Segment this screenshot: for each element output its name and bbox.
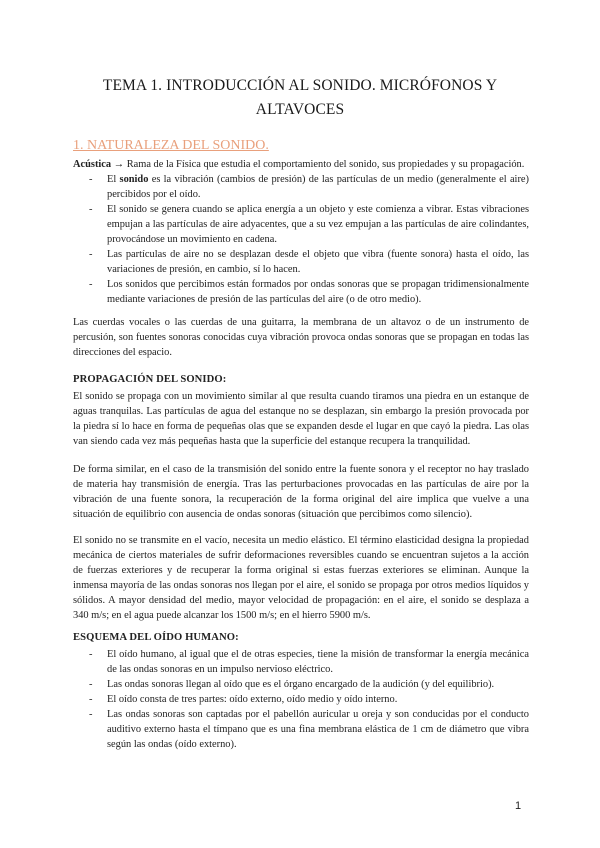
page-number: 1 bbox=[515, 800, 522, 812]
propagacion-paragraph-3: El sonido no se transmite en el vacío, necesita un medio elástico. El término elasticidad designa la propiedad mecánica de ciertos materiales de sufrir deformaciones reversibles cuando se encuentran sujetos a la acción de fuerzas exteriores y de recuperar la forma original si estas fuerzas exteriores se eliminan. Aunque la inmensa mayoría de las ondas sonoras nos llegan por el aire, el sonido se propaga por otros medios líquidos y sólidos. A mayor densidad del medio, mayor velocidad de propagación: en el aire, el sonido se desplaza a 340 m/s; en el agua puede alcanzar los 1500 m/s; en el hierro 5900 m/s. bbox=[73, 535, 529, 621]
list-item: - El sonido es la vibración (cambios de presión) de las partículas de un medio (generalmente el aire) percibidos por el oído. bbox=[89, 174, 529, 200]
oido-list bbox=[73, 647, 529, 752]
bullet-dash: - bbox=[89, 249, 93, 260]
propagacion-p1-block bbox=[73, 389, 529, 449]
cuerdas-paragraph-block bbox=[73, 315, 529, 360]
acustica-text: Rama de la Física que estudia el comportamiento del sonido, sus propiedades y su propagación. bbox=[126, 159, 525, 170]
acustica-definition bbox=[73, 157, 529, 172]
list-item: - El oído humano, al igual que el de otras especies, tiene la misión de transformar la energía mecánica de las ondas sonoras en un impulso nervioso eléctrico. bbox=[89, 649, 529, 675]
list-item: - Los sonidos que percibimos están formados por ondas sonoras que se propagan tridimensionalmente mediante variaciones de presión de las partículas del aire (o de otro medio). bbox=[89, 279, 529, 305]
list-item: - El oído consta de tres partes: oído externo, oído medio y oído interno. bbox=[89, 694, 398, 705]
list-item: - Las partículas de aire no se desplazan desde el objeto que vibra (fuente sonora) hasta el oído, las variaciones de presión, en cambio, sí lo hacen. bbox=[89, 249, 529, 275]
propagacion-paragraph-2: De forma similar, en el caso de la transmisión del sonido entre la fuente sonora y el receptor no hay traslado de materia hay transmisión de energía. Tras las perturbaciones provocadas en las partículas de aire por la vibración de una fuente sonora, la recuperación de la forma original del aire implica que vuelve a una situación de equilibrio con ausencia de ondas sonoras (situación que percibimos como silencio). bbox=[73, 464, 529, 520]
section-heading: 1. NATURALEZA DEL SONIDO. bbox=[73, 138, 269, 153]
page-title: TEMA 1. INTRODUCCIÓN AL SONIDO. MICRÓFONOS Y ALTAVOCES bbox=[102, 77, 498, 118]
list-item: - Las ondas sonoras llegan al oído que es el órgano encargado de la audición (y del equilibrio). bbox=[89, 679, 495, 690]
naturaleza-block bbox=[73, 157, 529, 307]
oido-heading: ESQUEMA DEL OÍDO HUMANO: bbox=[73, 632, 239, 643]
bullet-dash: - bbox=[89, 709, 93, 720]
arrow-icon: → bbox=[113, 159, 125, 170]
list-item: - El sonido se genera cuando se aplica energía a un objeto y este comienza a vibrar. Estas vibraciones empujan a las partículas de aire adyacentes, que a su vez empujan a las partículas de aire colindantes, provocándose un movimiento en cadena. bbox=[89, 204, 529, 245]
bullet-dash: - bbox=[89, 694, 93, 705]
bullet-dash: - bbox=[89, 649, 93, 660]
list-item: - Las ondas sonoras son captadas por el pabellón auricular u oreja y son conducidas por el conducto auditivo externo hasta el tímpano que es una fina membrana elástica de 1 cm de diámetro que vibra según las ondas (oído externo). bbox=[89, 709, 529, 750]
propagacion-heading: PROPAGACIÓN DEL SONIDO: bbox=[73, 374, 227, 385]
acustica-term: Acústica bbox=[73, 159, 112, 170]
propagacion-paragraph-1: El sonido se propaga con un movimiento similar al que resulta cuando tiramos una piedra en un estanque de aguas tranquilas. Las partículas de agua del estanque no se desplazan, sin embargo la presión provocada por la piedra sí lo hace en forma de pequeñas olas que se expanden desde el lugar en que cayó la piedra. Las olas van siendo cada vez más pequeñas hasta que la superficie del estanque recupera la tranquilidad. bbox=[73, 391, 529, 447]
oido-block bbox=[73, 647, 529, 752]
naturaleza-list bbox=[73, 172, 529, 307]
bullet-dash: - bbox=[89, 174, 93, 185]
cuerdas-paragraph: Las cuerdas vocales o las cuerdas de una guitarra, la membrana de un altavoz o de un instrumento de percusión, son fuentes sonoras conocidas cuya vibración provoca ondas sonoras que se propagan en todas las direcciones del espacio. bbox=[73, 317, 529, 358]
sonido-term: sonido bbox=[119, 174, 149, 185]
bullet-dash: - bbox=[89, 679, 93, 690]
bullet-dash: - bbox=[89, 279, 93, 290]
bullet-dash: - bbox=[89, 204, 93, 215]
propagacion-p3-block bbox=[73, 533, 529, 623]
propagacion-p2-block bbox=[73, 462, 529, 522]
